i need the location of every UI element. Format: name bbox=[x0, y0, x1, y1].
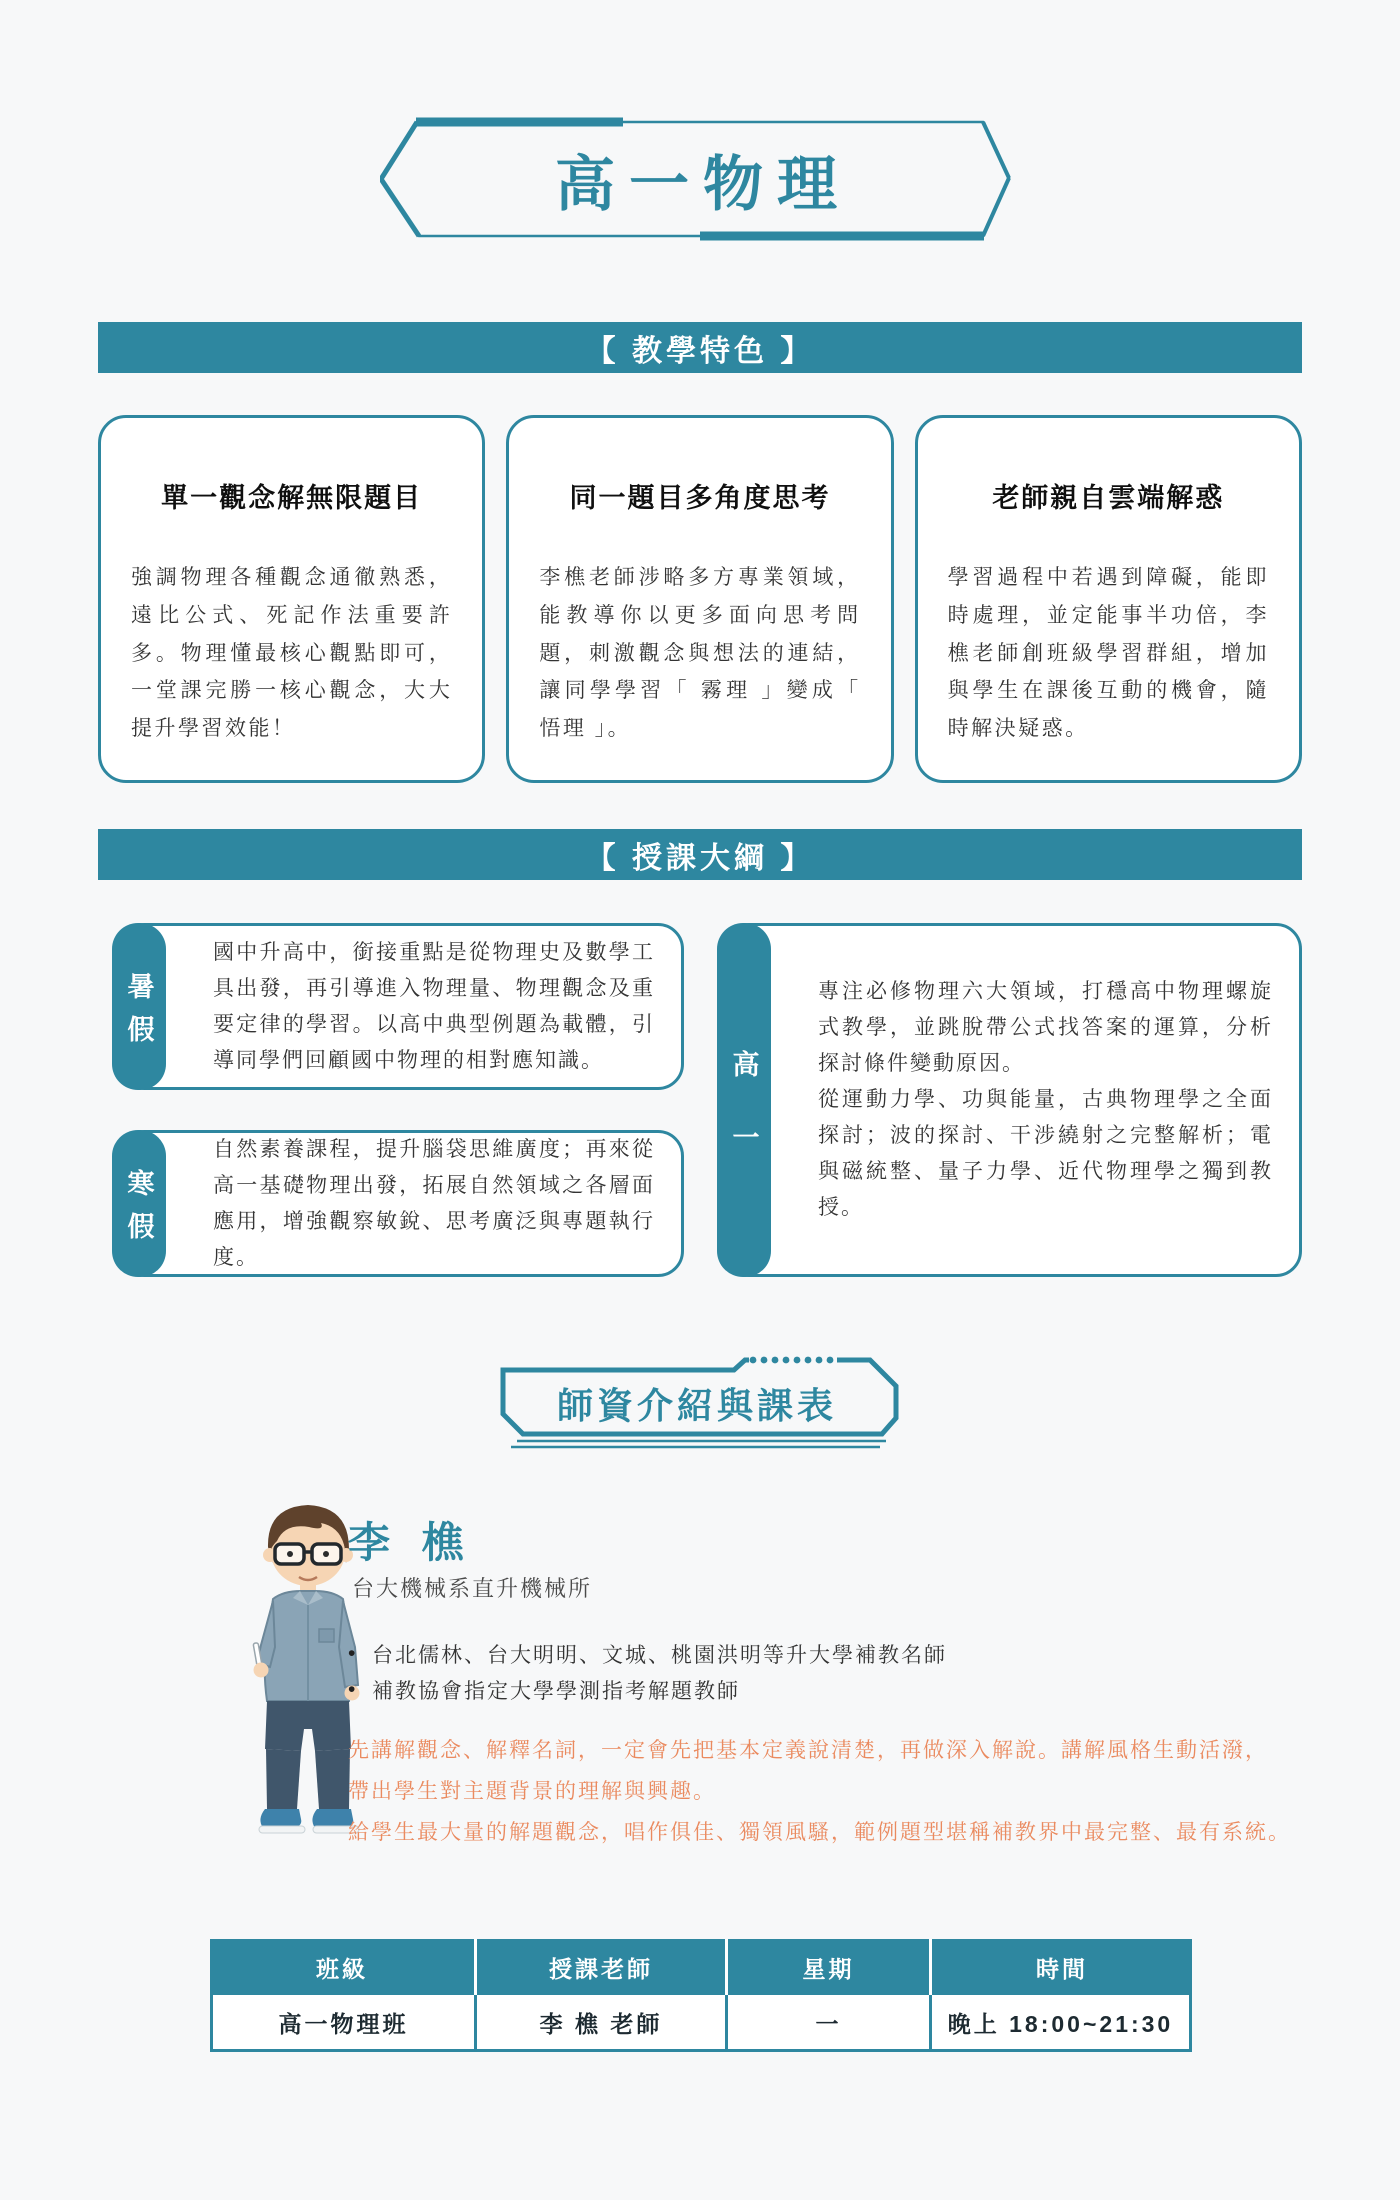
card-title: 同一題目多角度思考 bbox=[569, 483, 831, 513]
syllabus-winter-box bbox=[118, 1130, 684, 1277]
teaching-style-line: 帶出學生對主題背景的理解與興趣。 bbox=[348, 1780, 716, 1803]
teacher-credentials bbox=[348, 1636, 947, 1708]
cell-weekday: 一 bbox=[728, 1995, 932, 2049]
teacher-section-title: 師資介紹與課表 bbox=[556, 1384, 837, 1426]
cell-class-name: 高一物理班 bbox=[213, 1995, 477, 2049]
card-title: 老師親自雲端解惑 bbox=[992, 483, 1225, 513]
syllabus-winter-body: 自然素養課程，提升腦袋思維廣度；再來從高一基礎物理出發，拓展自然領域之各層面應用，增強觀察敏銳、思考廣泛與專題執行度。 bbox=[213, 1137, 655, 1269]
bullet-icon: • bbox=[348, 1678, 358, 1701]
tab-winter: 寒假 bbox=[112, 1130, 166, 1277]
feature-card-2 bbox=[506, 415, 893, 783]
card-body: 李樵老師涉略多方專業領域，能教導你以更多面向思考問題，刺激觀念與想法的連結，讓同學學習「 霧理 」變成「 悟理 」。 bbox=[539, 566, 861, 741]
header-cell-class: 班級 bbox=[210, 1939, 477, 1995]
syllabus-item-grade1 bbox=[717, 923, 1302, 1277]
card-title: 單一觀念解無限題目 bbox=[161, 483, 423, 513]
syllabus-item-winter bbox=[112, 1130, 684, 1277]
tab-summer: 暑假 bbox=[112, 923, 166, 1090]
teacher-name: 李 樵 bbox=[348, 1519, 474, 1566]
card-body: 強調物理各種觀念通徹熟悉，遠比公式、死記作法重要許多。物理懂最核心觀點即可，一堂課完勝一核心觀念，大大提升學習效能！ bbox=[131, 566, 453, 741]
cell-time: 晚上 18:00~21:30 bbox=[947, 2010, 1174, 2037]
credential-item bbox=[348, 1672, 947, 1708]
banner-dots bbox=[750, 1357, 834, 1364]
credential-item bbox=[348, 1636, 947, 1672]
tab-grade1: 高一 bbox=[717, 923, 771, 1277]
cell-teacher-name: 李 樵 老師 bbox=[477, 1995, 728, 2049]
credential-text: 台北儒林、台大明明、文城、桃園洪明等升大學補教名師 bbox=[372, 1644, 947, 1667]
section-bar-features bbox=[98, 322, 1302, 373]
syllabus-grade1-body-2: 從運動力學、功與能量，古典物理學之全面探討；波的探討、干涉繞射之完整解析；電與磁統整、量子力學、近代物理學之獨到教授。 bbox=[818, 1088, 1273, 1219]
teaching-style-line: 先講解觀念、解釋名詞，一定會先把基本定義說清楚，再做深入解說。講解風格生動活潑， bbox=[348, 1739, 1268, 1762]
teaching-style-paragraph bbox=[348, 1730, 1291, 1853]
features-heading: 【 教學特色 】 bbox=[585, 334, 815, 368]
syllabus-grade1-body-1: 專注必修物理六大領域，打穩高中物理螺旋式教學，並跳脫帶公式找答案的運算，分析探討條件變動原因。 bbox=[818, 980, 1273, 1075]
bullet-icon: • bbox=[348, 1642, 358, 1665]
feature-card-3 bbox=[915, 415, 1302, 783]
syllabus-item-summer bbox=[112, 923, 684, 1090]
card-body: 學習過程中若遇到障礙，能即時處理，並定能事半功倍，李樵老師創班級學習群組，增加與學生在課後互動的機會，隨時解決疑惑。 bbox=[947, 566, 1269, 741]
credential-text: 補教協會指定大學學測指考解題教師 bbox=[372, 1680, 740, 1703]
header-cell-time: 時間 bbox=[1036, 1955, 1088, 1982]
teaching-style-line: 給學生最大量的解題觀念，唱作俱佳、獨領風騷，範例題型堪稱補教界中最完整、最有系統。 bbox=[348, 1821, 1291, 1844]
header-cell-teacher: 授課老師 bbox=[477, 1939, 728, 1995]
syllabus-heading: 【 授課大綱 】 bbox=[585, 841, 815, 875]
syllabus-summer-box bbox=[118, 923, 684, 1090]
page-title: 高一物理 bbox=[555, 151, 851, 218]
feature-cards-row bbox=[98, 415, 1302, 783]
teacher-section-banner bbox=[487, 1348, 907, 1454]
syllabus-summer-body: 國中升高中，銜接重點是從物理史及數學工具出發，再引導進入物理量、物理觀念及重要定律的學習。以高中典型例題為載體，引導同學們回顧國中物理的相對應知識。 bbox=[213, 940, 655, 1072]
feature-card-1 bbox=[98, 415, 485, 783]
syllabus-grade1-box bbox=[723, 923, 1302, 1277]
header-cell-weekday: 星期 bbox=[728, 1939, 932, 1995]
schedule-data-row bbox=[210, 1995, 1192, 2052]
syllabus-grid bbox=[98, 923, 1302, 1283]
schedule-table bbox=[210, 1939, 1192, 2052]
section-bar-syllabus bbox=[98, 829, 1302, 880]
main-title-banner bbox=[380, 102, 1012, 242]
teacher-education: 台大機械系直升機械所 bbox=[352, 1576, 593, 1601]
schedule-header-row bbox=[210, 1939, 1192, 1995]
